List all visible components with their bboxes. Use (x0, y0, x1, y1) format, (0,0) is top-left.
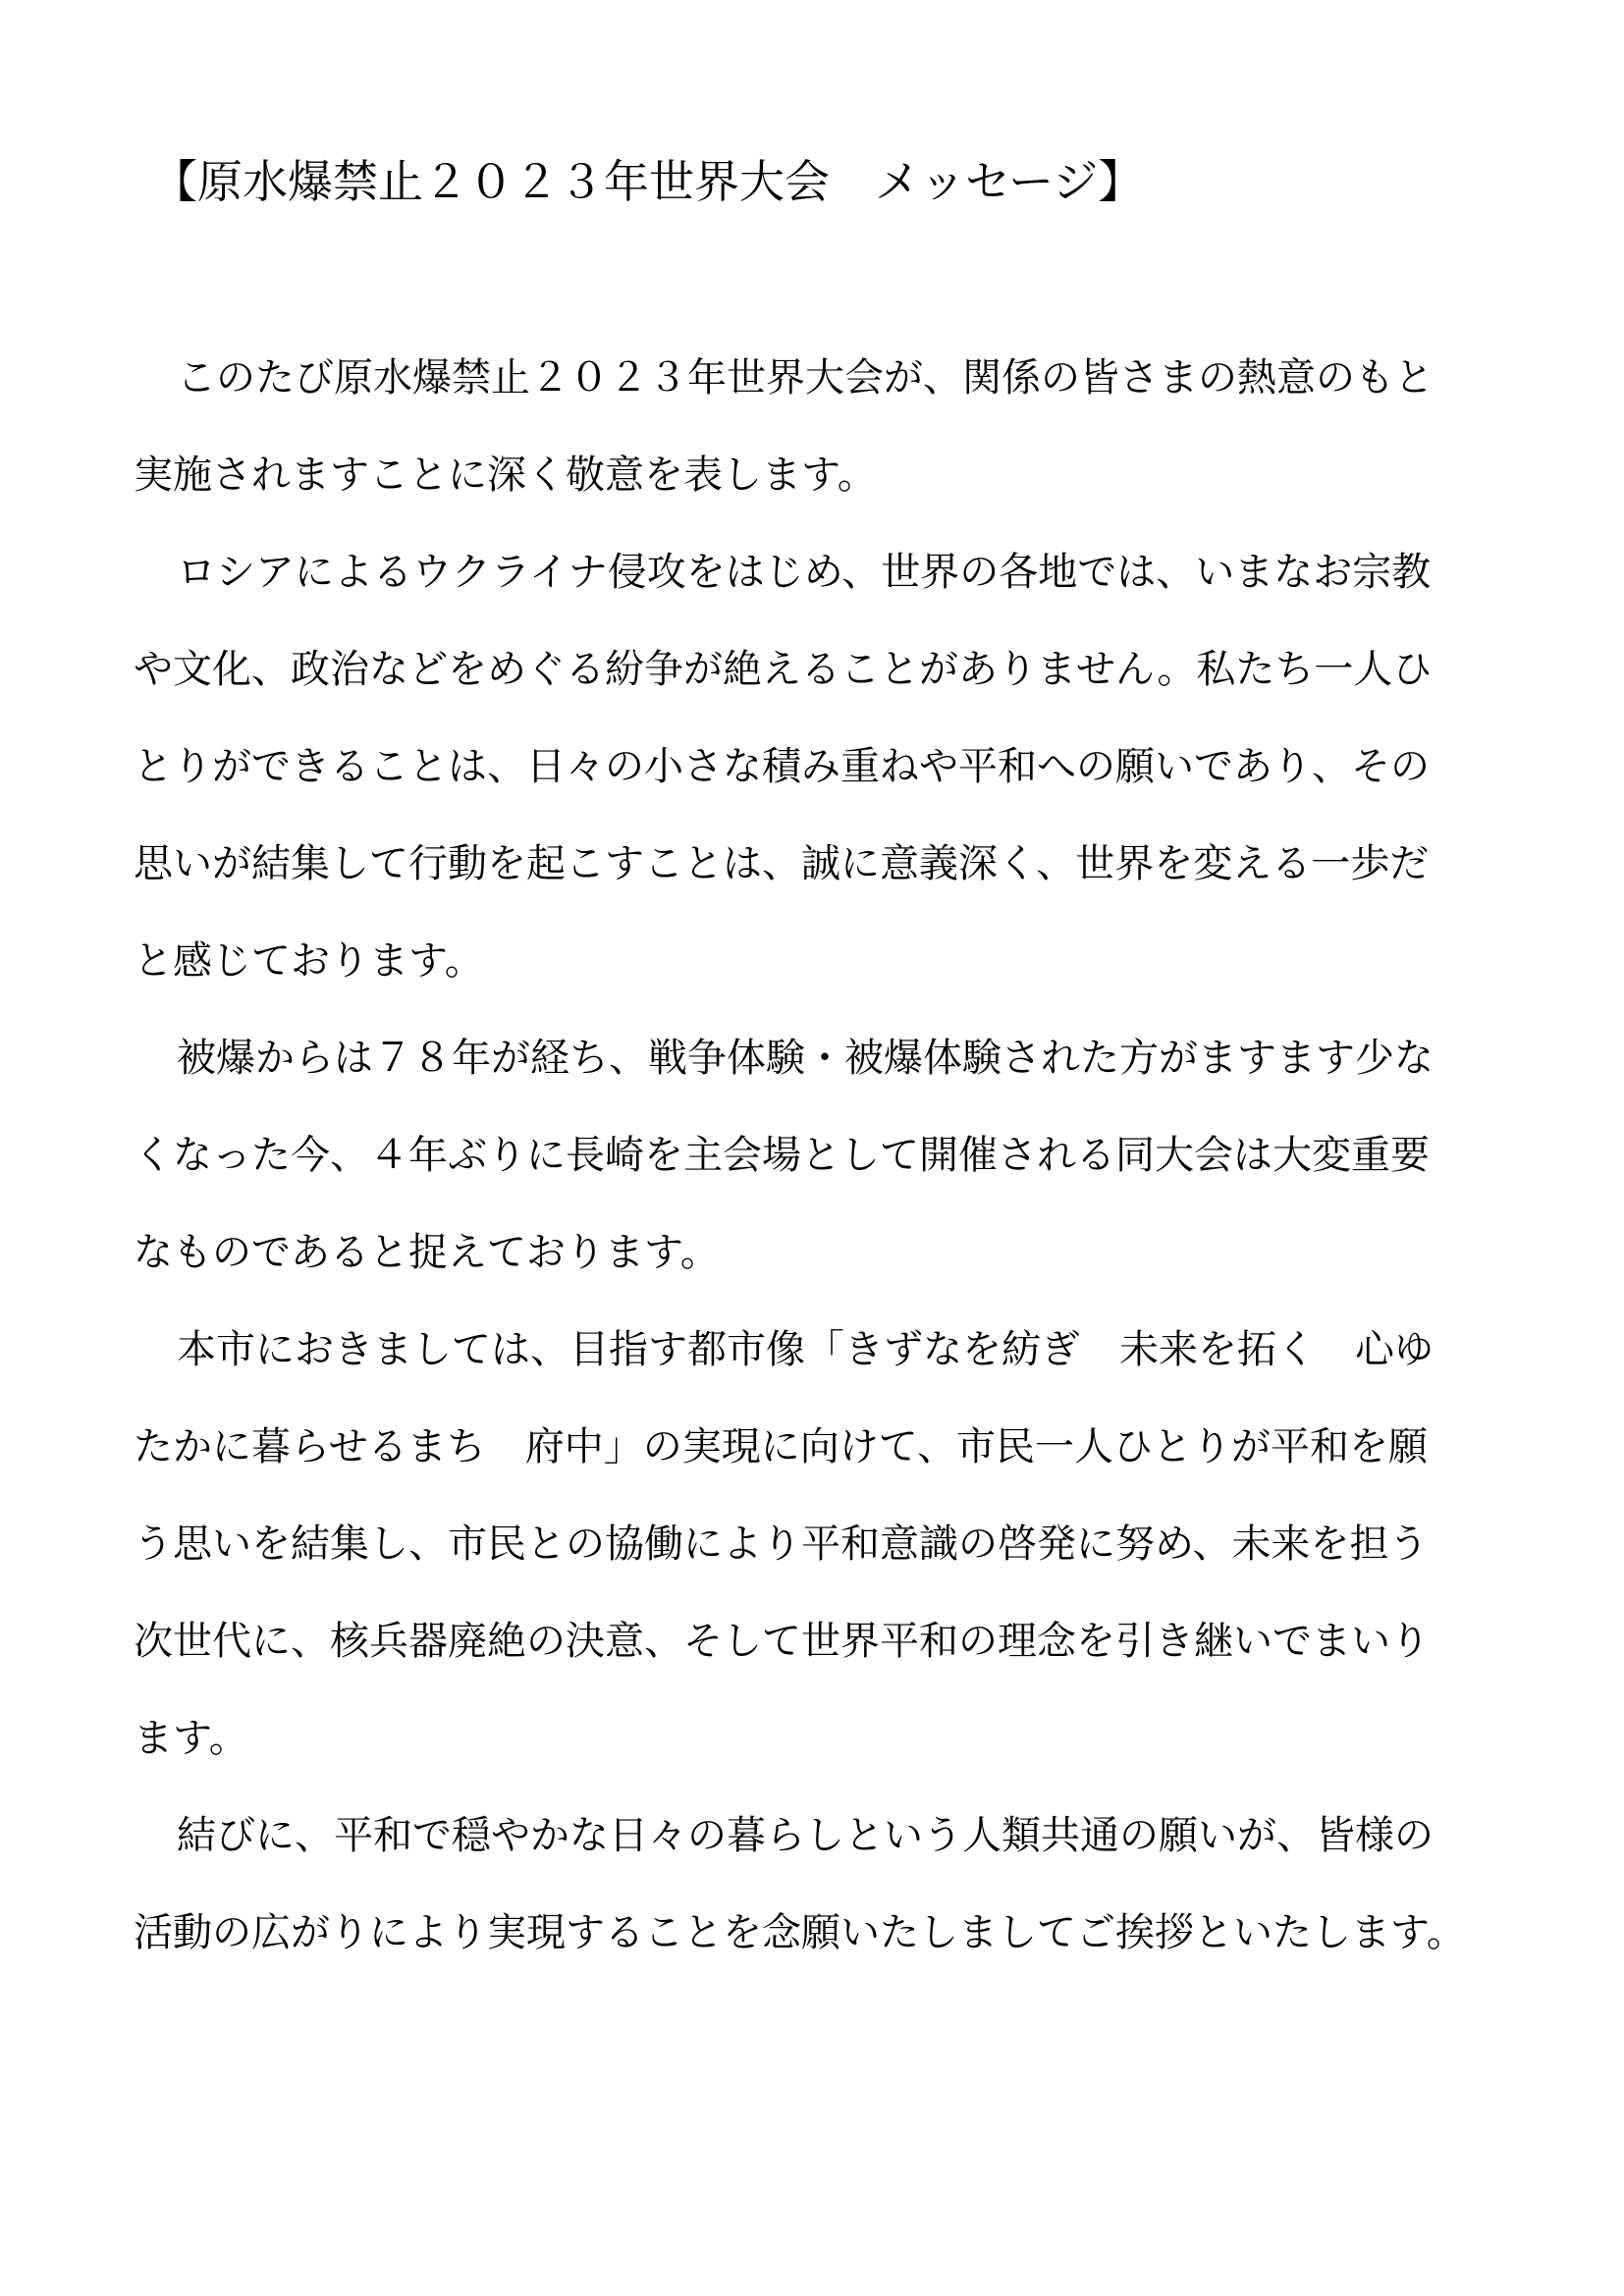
paragraph-4-line-3: う思いを結集し、市民との協働により平和意識の啓発に努め、未来を担う (134, 1522, 1429, 1567)
message-body (134, 339, 1508, 1991)
document-title: 【原水爆禁止２０２３年世界大会 メッセージ】 (152, 155, 1144, 208)
paragraph-1-line-2: 実施されますことに深く敬意を表します。 (134, 453, 877, 498)
paragraph-2-line-1: ロシアによるウクライナ侵攻をはじめ、世界の各地では、いまなお宗教 (177, 550, 1432, 595)
paragraph-3-line-1: 被爆からは７８年が経ち、戦争体験・被爆体験された方がますます少な (177, 1036, 1434, 1081)
paragraph-5-line-1: 結びに、平和で穏やかな日々の暮らしという人類共通の願いが、皆様の (177, 1813, 1434, 1858)
paragraph-3-line-2: くなった今、４年ぶりに長崎を主会場として開催される同大会は大変重要 (134, 1133, 1430, 1178)
paragraph-4-line-2: たかに暮らせるまち 府中」の実現に向けて、市民一人ひとりが平和を願 (134, 1424, 1428, 1469)
paragraph-2-line-4: 思いが結集して行動を起こすことは、誠に意義深く、世界を変える一歩だ (134, 841, 1430, 886)
paragraph-2-line-5: と感じております。 (134, 938, 484, 984)
paragraph-4-line-5: ます。 (134, 1716, 248, 1761)
paragraph-2-line-2: や文化、政治などをめぐる紛争が絶えることがありません。私たち一人ひ (134, 647, 1433, 692)
paragraph-2-line-3: とりができることは、日々の小さな積み重ねや平和への願いであり、その (134, 744, 1430, 789)
paragraph-4-line-1: 本市におきましては、目指す都市像「きずなを紡ぎ 未来を拓く 心ゆ (177, 1327, 1434, 1372)
paragraph-5-line-2: 活動の広がりにより実現することを念願いたしましてご挨拶といたします。 (134, 1910, 1466, 1955)
paragraph-1-line-1: このたび原水爆禁止２０２３年世界大会が、関係の皆さまの熱意のもと (177, 355, 1434, 400)
paragraph-4-line-4: 次世代に、核兵器廃絶の決意、そして世界平和の理念を引き継いでまいり (134, 1619, 1430, 1664)
paragraph-3-line-3: なものであると捉えております。 (134, 1230, 720, 1275)
